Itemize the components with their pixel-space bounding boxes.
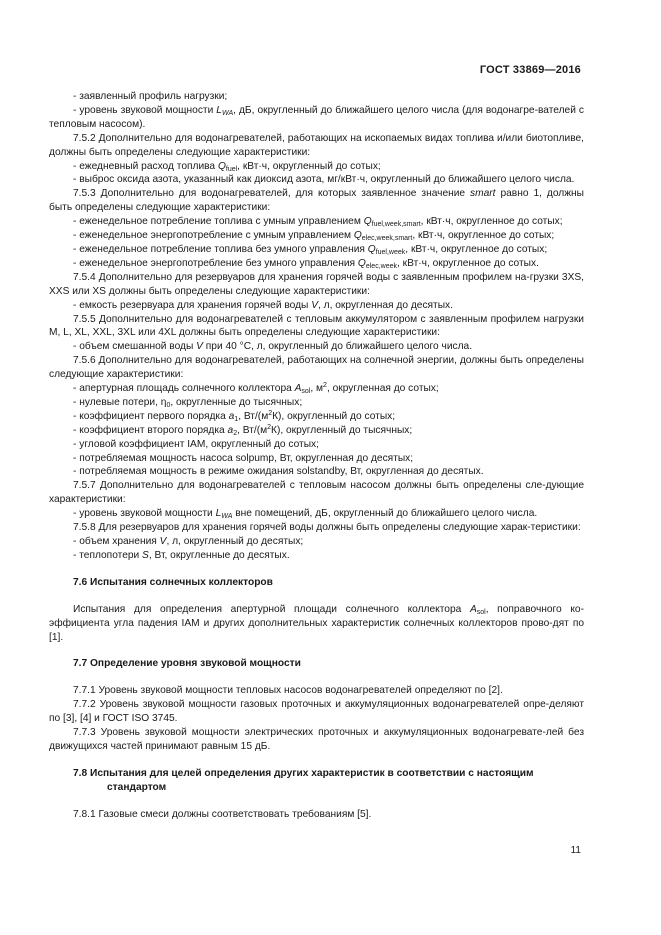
paragraph: - еженедельное потребление топлива без умного управления $Q_{fuel,week}$, кВт·ч, округленное до сотых; [73, 243, 548, 256]
document-body [49, 90, 584, 822]
paragraph: - потребляемая мощность в режиме ожидания solstandby, Вт, округленная до десятых. [73, 466, 484, 478]
paragraph: - теплопотери S, Вт, округленные до десятых. [73, 549, 290, 561]
paragraph: - выброс оксида азота, указанный как диоксид азота, мг/кВт·ч, округленный до ближайшего целого числа. [73, 174, 575, 186]
paragraph: - еженедельное потребление топлива с умным управлением $Q_{fuel,week,smart}$, кВт·ч, округленное до сотых; [73, 216, 563, 229]
section-heading: 7.8 Испытания для целей определения других характеристик в соответствии с настоящим стандартом [73, 767, 534, 793]
paragraph: 7.7.2 Уровень звуковой мощности газовых проточных и аккумуляционных водонагревателей опре-деляют по [3], [4] и ГОСТ ISO 3745. [49, 699, 584, 725]
paragraph: - объем смешанной воды V при 40 °С, л, округленный до ближайшего целого числа. [73, 341, 473, 353]
paragraph: - еженедельное энергопотребление с умным управлением $Q_{elec,week,smart}$, кВт·ч, округленное до сотых; [73, 230, 555, 243]
paragraph: 7.5.2 Дополнительно для водонагревателей, работающих на ископаемых видах топлива и/или биотопливе, должны быть определены следующие характеристики: [49, 132, 584, 158]
paragraph: - объем хранения V, л, округленный до десятых; [73, 536, 304, 547]
paragraph: - уровень звуковой мощности $L_{WA}$, дБ, округленный до ближайшего целого числа (для водонагре-вателей с тепловым насосом). [49, 104, 584, 130]
document-code: ГОСТ 33869—2016 [479, 64, 581, 76]
paragraph: - коэффициент второго порядка $a_2$, $Вт/(м^2К)$, округленный до тысячных; [73, 423, 413, 437]
paragraph: 7.7.1 Уровень звуковой мощности тепловых насосов водонагревателей определяют по [2]. [73, 685, 503, 697]
paragraph: - ежедневный расход топлива $Q_{fuel}$, кВт·ч, округленный до сотых; [73, 160, 381, 173]
paragraph: - потребляемая мощность насоса solpump, Вт, округленная до десятых; [73, 452, 414, 464]
page-number: 11 [570, 845, 581, 856]
paragraph: - еженедельное энергопотребление без умного управления $Q_{elec,week}$, кВт·ч, округленное до сотых. [73, 257, 539, 270]
paragraph: 7.5.3 Дополнительно для водонагревателей, для которых заявленное значение smart равно 1, должны быть определены следующие характеристики: [49, 188, 584, 214]
paragraph: - угловой коэффициент IAM, округленный до сотых; [73, 438, 319, 450]
paragraph: - коэффициент первого порядка $a_1$, $Вт/(м^2К)$, округленный до сотых; [73, 409, 396, 423]
paragraph: - нулевые потери, $\eta_0$, округленные до тысячных; [73, 396, 303, 409]
paragraph: Испытания для определения апертурной площади солнечного коллектора $A_{sol}$, поправочного ко-эффициента угла падения IAM и других дополнительных характеристик солнечных коллекторов прово-дят по [1]. [49, 603, 584, 643]
section-heading: 7.6 Испытания солнечных коллекторов [73, 576, 273, 588]
paragraph: 7.5.4 Дополнительно для резервуаров для хранения горячей воды с заявленным профилем на-грузки 3XS, XXS или XS должны быть определены следующие характеристики: [49, 271, 584, 297]
paragraph: - заявленный профиль нагрузки; [73, 91, 228, 102]
section-heading: 7.7 Определение уровня звуковой мощности [73, 658, 301, 670]
paragraph: - емкость резервуара для хранения горячей воды V, л, округленная до десятых. [73, 299, 453, 311]
paragraph: 7.8.1 Газовые смеси должны соответствовать требованиям [5]. [73, 808, 372, 820]
paragraph: 7.5.7 Дополнительно для водонагревателей с тепловым насосом должны быть определены сле-дующие характеристики: [49, 480, 584, 506]
paragraph: - уровень звуковой мощности $L_{WA}$ вне помещений, дБ, округленный до ближайшего целого числа. [73, 508, 538, 521]
paragraph: 7.5.8 Для резервуаров для хранения горячей воды должны быть определены следующие харак-теристики: [73, 522, 581, 534]
paragraph: 7.7.3 Уровень звуковой мощности электрических проточных и аккумуляционных водонагревате-лей без движущихся частей принимают равным 15 дБ. [49, 727, 584, 752]
paragraph: 7.5.6 Дополнительно для водонагревателей, работающих на солнечной энергии, должны быть определены следующие характеристики: [49, 355, 584, 381]
paragraph: - апертурная площадь солнечного коллектора $A_{sol}$, $м^2$, округленная до сотых; [73, 382, 439, 396]
paragraph: 7.5.5 Дополнительно для водонагревателей с тепловым аккумулятором с заявленным профилем нагрузки M, L, XL, XXL, 3XL или 4XL должны быть определены следующие характеристики: [49, 313, 584, 339]
